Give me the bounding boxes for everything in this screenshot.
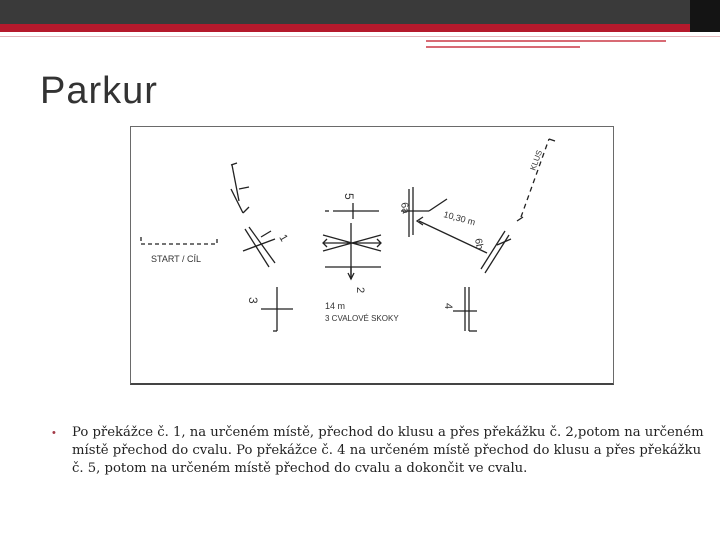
start-label: START / CÍL xyxy=(151,254,202,264)
top-bar-dark xyxy=(0,0,720,24)
obstacle-6b-label: 6b xyxy=(472,237,485,251)
obstacle-center-combination xyxy=(323,223,381,279)
distance-bottom: 14 m xyxy=(325,301,346,311)
bullet-text: Po překážce č. 1, na určeném místě, přechod do klusu a přes překážku č. 2,potom na určeném místě přechod do cvalu. Po překážce č. 4 na určeném místě přechod do klusu a přes překážku č. 5, potom na určeném místě přechod do cvalu a dokončit ve cvalu. xyxy=(72,425,704,476)
bullet-list xyxy=(52,424,712,478)
course-diagram xyxy=(130,126,614,385)
obstacle-1 xyxy=(243,227,275,267)
klus-label: KLUS xyxy=(528,148,545,172)
obstacle-top-left xyxy=(231,163,249,213)
divider-line xyxy=(0,36,720,37)
top-bar-corner xyxy=(690,0,720,32)
jumps-label: 3 CVALOVÉ SKOKY xyxy=(325,314,399,323)
obstacle-3-label: 3 xyxy=(246,297,260,304)
divider-accent-short xyxy=(426,46,580,48)
obstacle-4 xyxy=(453,287,477,331)
obstacle-6a-label: 6a xyxy=(398,201,411,215)
obstacle-1-label: 1 xyxy=(276,232,290,244)
slide-title: Parkur xyxy=(40,70,158,112)
obstacle-4-label: 4 xyxy=(442,303,454,310)
distance-top: 10,30 m xyxy=(442,209,477,228)
obstacle-2-label: 2 xyxy=(354,287,366,294)
obstacle-5 xyxy=(325,203,379,219)
obstacle-5-label: 5 xyxy=(342,193,356,200)
divider-accent xyxy=(426,40,666,42)
start-line xyxy=(141,237,217,244)
bullet-marker: • xyxy=(52,427,56,439)
top-bar-accent xyxy=(0,24,720,32)
obstacle-3 xyxy=(261,287,293,331)
